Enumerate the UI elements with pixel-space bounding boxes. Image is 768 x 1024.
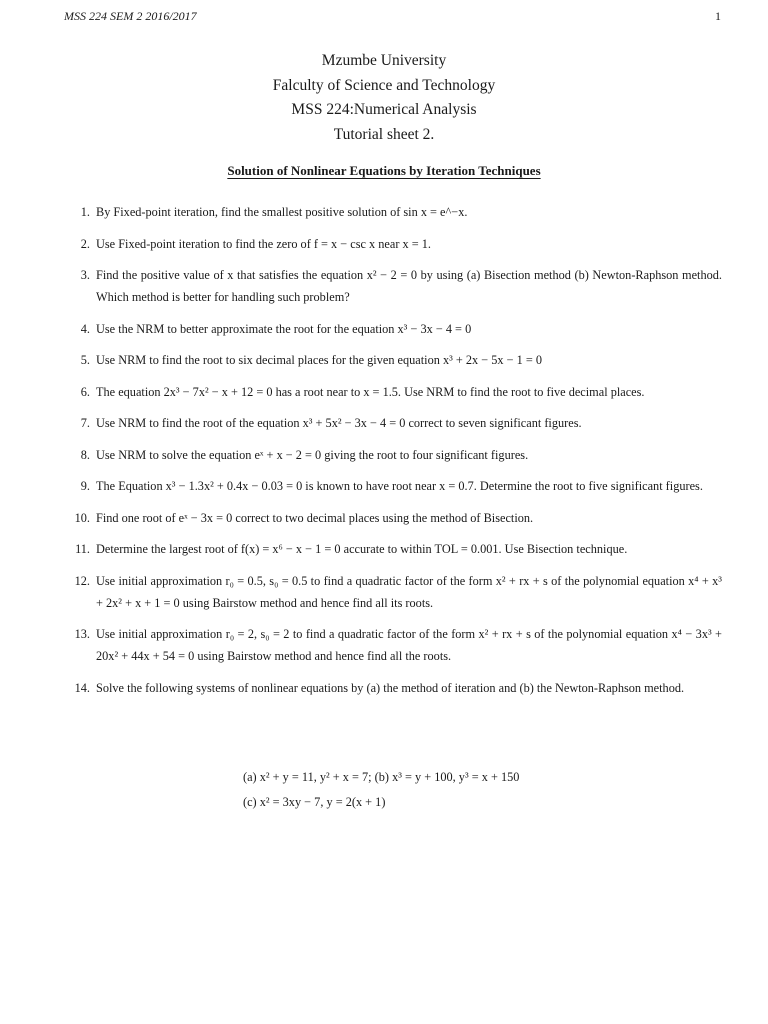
question-text: The Equation x³ − 1.3x² + 0.4x − 0.03 = 0 is known to have root near x = 0.7. Determine the root to five significant figures. bbox=[96, 479, 703, 493]
question-item bbox=[68, 507, 722, 529]
section-title bbox=[0, 163, 768, 179]
question-item bbox=[68, 201, 722, 223]
question-number: 4. bbox=[80, 321, 90, 336]
question-number: 14. bbox=[74, 680, 90, 695]
question-item bbox=[68, 570, 722, 614]
page-number: 1 bbox=[715, 9, 721, 23]
question-item bbox=[68, 623, 722, 667]
question-item bbox=[68, 318, 722, 340]
question-item bbox=[68, 349, 722, 371]
question-number: 3. bbox=[80, 268, 90, 282]
question-text: Use initial approximation r₀ = 0.5, s₀ = 0.5 to find a quadratic factor of the form x² + rx + s of the polynomial equation x⁴ + x³ + 2x² + x + 1 = 0 using Bairstow method and hence find all its roots. bbox=[96, 573, 722, 610]
title-block bbox=[0, 49, 768, 147]
university-name: Mzumbe University bbox=[321, 52, 447, 69]
sheet-title: Tutorial sheet 2. bbox=[333, 125, 435, 143]
question-item bbox=[68, 538, 722, 560]
question-number: 5. bbox=[80, 353, 90, 367]
question-number: 7. bbox=[80, 416, 90, 430]
question-number: 13. bbox=[74, 627, 90, 641]
question-text: The equation 2x³ − 7x² − x + 12 = 0 has a root near to x = 1.5. Use NRM to find the root to five decimal places. bbox=[96, 384, 645, 399]
question-number: 2. bbox=[80, 236, 90, 251]
question-number: 8. bbox=[80, 447, 90, 462]
faculty-name: Falculty of Science and Technology bbox=[272, 76, 496, 94]
question-number: 9. bbox=[80, 479, 90, 493]
equation-systems bbox=[243, 765, 519, 815]
question-text: Use NRM to find the root of the equation x³ + 5x² − 3x − 4 = 0 correct to seven significant figures. bbox=[96, 416, 582, 430]
question-text: Use Fixed-point iteration to find the zero of f = x − csc x near x = 1. bbox=[96, 236, 431, 251]
question-item bbox=[68, 412, 722, 434]
system-line-2: (c) x² = 3xy − 7, y = 2(x + 1) bbox=[243, 795, 386, 809]
question-text: Determine the largest root of f(x) = x⁶ − x − 1 = 0 accurate to within TOL = 0.001. Use Bisection technique. bbox=[96, 542, 628, 556]
page-header bbox=[64, 9, 721, 24]
system-line-1: (a) x² + y = 11, y² + x = 7; (b) x³ = y + 100, y³ = x + 150 bbox=[243, 770, 520, 784]
question-item bbox=[68, 264, 722, 308]
question-text: Find the positive value of x that satisfies the equation x² − 2 = 0 by using (a) Bisection method (b) Newton-Raphson method. Which method is better for handling such problem? bbox=[96, 268, 722, 304]
question-number: 10. bbox=[74, 510, 90, 525]
question-text: Use NRM to solve the equation eˣ + x − 2 = 0 giving the root to four significant figures. bbox=[96, 447, 529, 462]
question-item bbox=[68, 233, 722, 255]
course-header: MSS 224 SEM 2 2016/2017 bbox=[64, 9, 197, 23]
question-text: By Fixed-point iteration, find the smallest positive solution of sin x = e^−x. bbox=[96, 205, 468, 219]
section-title-text: Solution of Nonlinear Equations by Iteration Techniques bbox=[227, 163, 541, 178]
question-item bbox=[68, 444, 722, 466]
question-text: Use the NRM to better approximate the root for the equation x³ − 3x − 4 = 0 bbox=[96, 321, 472, 336]
question-item bbox=[68, 475, 722, 497]
question-number: 12. bbox=[74, 573, 90, 588]
question-text: Use NRM to find the root to six decimal places for the given equation x³ + 2x − 5x − 1 = 0 bbox=[96, 353, 543, 367]
question-number: 6. bbox=[80, 384, 90, 399]
course-title: MSS 224:Numerical Analysis bbox=[291, 101, 477, 118]
question-number: 1. bbox=[80, 205, 90, 219]
question-item bbox=[68, 381, 722, 403]
question-text: Find one root of eˣ − 3x = 0 correct to two decimal places using the method of Bisection. bbox=[96, 510, 534, 525]
question-list bbox=[68, 201, 722, 708]
question-text: Solve the following systems of nonlinear equations by (a) the method of iteration and (b) the Newton-Raphson method. bbox=[96, 680, 685, 695]
question-number: 11. bbox=[75, 542, 90, 556]
question-item bbox=[68, 677, 722, 699]
question-text: Use initial approximation r₀ = 2, s₀ = 2 to find a quadratic factor of the form x² + rx + s of the polynomial equation x⁴ − 3x³ + 20x² + 44x + 54 = 0 using Bairstow method and hence find all the roots. bbox=[96, 627, 722, 663]
